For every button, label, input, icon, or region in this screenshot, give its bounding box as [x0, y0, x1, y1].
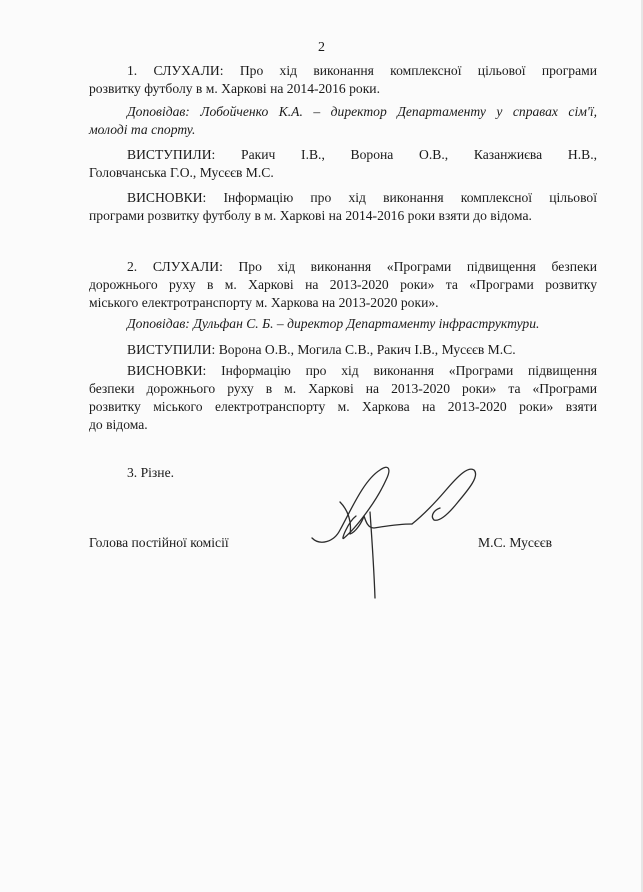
item2-heard-line3: міського електротранспорту м. Харкова на 2013-2020 роки». [89, 295, 439, 310]
item1-conclusion-line2: програми розвитку футболу в м. Харкові на 2014-2016 роки взяти до відома. [89, 208, 532, 223]
chairman-position: Голова постійної комісії [89, 535, 229, 550]
item2-conclusion [89, 362, 597, 434]
item2-heard-line2: дорожнього руху в м. Харкові на 2013-2020 роки» та «Програми розвитку [89, 277, 597, 292]
item2-conclusion-line1: ВИСНОВКИ: Інформацію про хід виконання «Програми підвищення [127, 363, 597, 378]
item1-heard-line2: розвитку футболу в м. Харкові на 2014-2016 роки. [89, 81, 380, 96]
handwritten-signature [300, 450, 490, 600]
item1-speaker-line2: молоді та спорту. [89, 122, 196, 137]
item1-spoke-line2: Головчанська Г.О., Мусєєв М.С. [89, 165, 274, 180]
item1-conclusion-line1: ВИСНОВКИ: Інформацію про хід виконання комплексної цільової [127, 190, 597, 205]
item1-speaker [89, 103, 597, 139]
item1-speaker-line1: Доповідав: Лобойченко К.А. – директор Департаменту у справах сім'ї, [127, 104, 597, 119]
item3-title: 3. Різне. [127, 465, 175, 480]
item1-heard-line1: 1. СЛУХАЛИ: Про хід виконання комплексної цільової програми [127, 63, 597, 78]
item2-speaker: Доповідав: Дульфан С. Б. – директор Департаменту інфраструктури. [127, 316, 540, 331]
item2-conclusion-line2: безпеки дорожнього руху в м. Харкові на 2013-2020 роки» та «Програми [89, 381, 597, 396]
item2-heard [89, 258, 597, 312]
item1-spoke-line1: ВИСТУПИЛИ: Ракич І.В., Ворона О.В., Казанжиєва Н.В., [127, 147, 597, 162]
item1-spoke [89, 146, 597, 182]
item1-heard [89, 62, 597, 98]
chairman-name: М.С. Мусєєв [478, 535, 553, 550]
item2-spoke: ВИСТУПИЛИ: Ворона О.В., Могила С.В., Ракич І.В., Мусєєв М.С. [127, 342, 516, 357]
page-number: 2 [318, 40, 325, 55]
item2-conclusion-line3: розвитку міського електротранспорту м. Харкова на 2013-2020 роки» взяти [89, 399, 597, 414]
item2-heard-line1: 2. СЛУХАЛИ: Про хід виконання «Програми підвищення безпеки [127, 259, 597, 274]
item1-conclusion [89, 189, 597, 225]
item2-conclusion-line4: до відома. [89, 417, 148, 432]
